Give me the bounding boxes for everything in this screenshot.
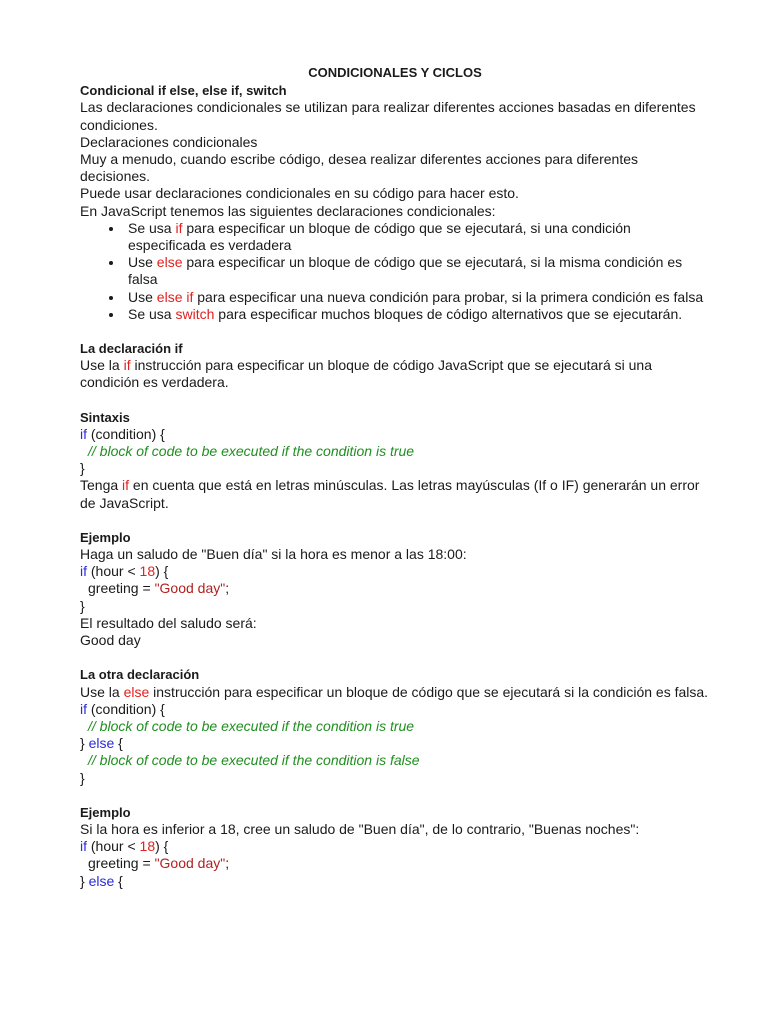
code-text: greeting = [88, 580, 155, 597]
keyword: if [122, 477, 130, 494]
code-line [80, 460, 710, 477]
else-section-text [80, 684, 710, 701]
code-line [80, 752, 710, 769]
code-keyword: else [88, 872, 115, 889]
code-text: } [80, 735, 89, 752]
intro-heading: Condicional if else, else if, switch [80, 83, 287, 99]
code-text: } [80, 872, 89, 889]
code-line [80, 718, 710, 735]
list-item [124, 220, 710, 254]
spacer [80, 392, 710, 409]
code-text: } [80, 460, 85, 477]
intro-paragraph-4: Puede usar declaraciones condicionales en su código para hacer esto. [80, 185, 519, 202]
code-text: (condition) { [87, 425, 165, 442]
code-keyword: else [88, 735, 115, 752]
bullet-keyword: else [156, 254, 183, 271]
code-text: (hour < [87, 563, 140, 580]
bullet-keyword: if [175, 219, 183, 236]
text-post: instrucción para especificar un bloque de código JavaScript que se ejecutará si una condición es verdadera. [80, 357, 653, 391]
example-description: Haga un saludo de "Buen día" si la hora es menor a las 18:00: [80, 546, 467, 563]
example-heading: Ejemplo [80, 804, 131, 820]
code-text: ) { [155, 563, 169, 580]
code-line [80, 855, 710, 872]
code-line [80, 443, 710, 460]
code-text: ; [225, 855, 230, 872]
code-line [80, 701, 710, 718]
text-pre: Use la [80, 357, 124, 374]
bullet-text-post: para especificar un bloque de código que se ejecutará, si una condición especificada es verdadera [128, 219, 631, 254]
code-line [80, 580, 710, 597]
code-text: } [80, 769, 85, 786]
spacer [80, 323, 710, 340]
syntax-note [80, 477, 710, 511]
code-line [80, 735, 710, 752]
if-section-heading: La declaración if [80, 341, 183, 357]
code-line [80, 426, 710, 443]
code-line [80, 598, 710, 615]
code-string: "Good day" [154, 580, 226, 597]
code-keyword: if [80, 425, 87, 442]
bullet-text-pre: Use [128, 288, 157, 305]
keyword: else [123, 683, 150, 700]
text-pre: Use la [80, 683, 124, 700]
code-text: { [114, 735, 123, 752]
text-post: en cuenta que está en letras minúsculas. Las letras mayúsculas (If o IF) generarán un error de JavaScript. [80, 477, 700, 511]
bullet-keyword: switch [175, 305, 215, 322]
bullet-text-post: para especificar un bloque de código que se ejecutará, si la misma condición es falsa [128, 254, 683, 288]
bullet-keyword: else if [156, 288, 194, 305]
syntax-heading: Sintaxis [80, 409, 130, 425]
code-text: (hour < [87, 838, 140, 855]
example-description: Si la hora es inferior a 18, cree un saludo de "Buen día", de lo contrario, "Buenas noches": [80, 820, 640, 837]
spacer [80, 512, 710, 529]
code-comment: // block of code to be executed if the condition is true [88, 443, 415, 460]
text-pre: Tenga [80, 477, 123, 494]
spacer [80, 649, 710, 666]
code-text: { [114, 872, 123, 889]
bullet-text-pre: Se usa [128, 305, 176, 322]
document-title: CONDICIONALES Y CICLOS [308, 65, 482, 80]
bullet-text-post: para especificar una nueva condición para probar, si la primera condición es falsa [193, 288, 704, 305]
result-label: El resultado del saludo será: [80, 614, 257, 631]
bullet-text-post: para especificar muchos bloques de código alternativos que se ejecutarán. [214, 305, 683, 322]
keyword: if [123, 357, 131, 374]
code-text: ) { [155, 838, 169, 855]
code-line [80, 770, 710, 787]
list-item [124, 254, 710, 288]
spacer [80, 787, 710, 804]
code-keyword: if [80, 563, 87, 580]
intro-paragraph-5: En JavaScript tenemos las siguientes declaraciones condicionales: [80, 202, 496, 219]
code-text: ; [225, 580, 230, 597]
else-section-heading: La otra declaración [80, 667, 200, 683]
code-text: (condition) { [87, 700, 165, 717]
text-post: instrucción para especificar un bloque de código que se ejecutará si la condición es falsa. [149, 683, 709, 700]
code-text: greeting = [88, 855, 155, 872]
code-line [80, 838, 710, 855]
list-item [124, 306, 710, 323]
code-number: 18 [139, 838, 156, 855]
intro-paragraph-1: Las declaraciones condicionales se utilizan para realizar diferentes acciones basadas en diferentes condiciones. [80, 99, 696, 133]
code-comment: // block of code to be executed if the condition is true [88, 717, 415, 734]
bullet-text-pre: Use [128, 254, 157, 271]
intro-paragraph-3: Muy a menudo, cuando escribe código, desea realizar diferentes acciones para diferentes decisiones. [80, 151, 638, 185]
conditional-list [80, 220, 710, 323]
bullet-text-pre: Se usa [128, 219, 176, 236]
example-heading: Ejemplo [80, 529, 131, 545]
if-section-text [80, 357, 710, 391]
code-line [80, 563, 710, 580]
intro-paragraph-2: Declaraciones condicionales [80, 133, 258, 150]
document-page [80, 64, 710, 890]
code-keyword: if [80, 700, 87, 717]
code-number: 18 [139, 563, 156, 580]
list-item [124, 289, 710, 306]
result-value: Good day [80, 632, 141, 649]
code-text: } [80, 597, 85, 614]
code-line [80, 873, 710, 890]
code-string: "Good day" [154, 855, 226, 872]
code-keyword: if [80, 838, 87, 855]
code-comment: // block of code to be executed if the condition is false [88, 752, 420, 769]
